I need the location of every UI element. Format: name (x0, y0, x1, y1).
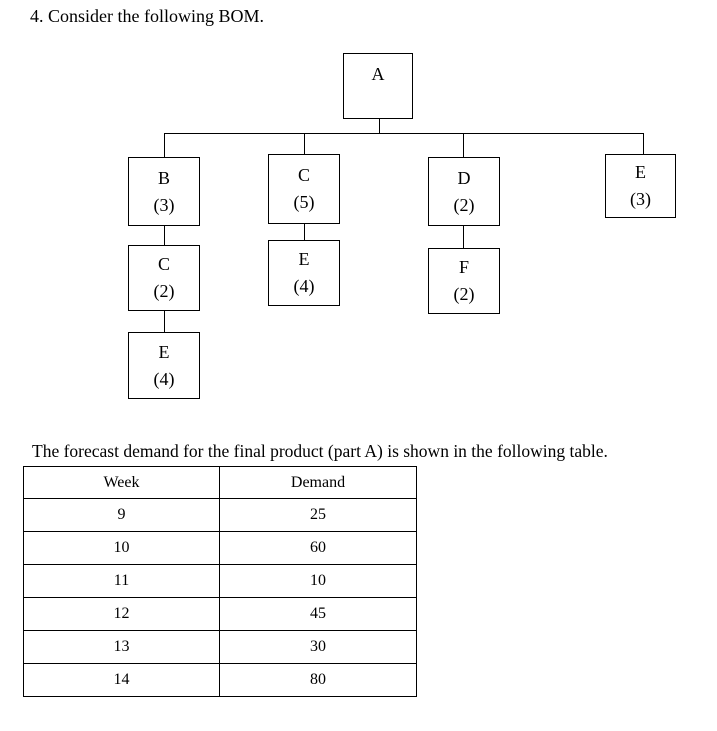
table-row (24, 565, 417, 598)
bom-node-c2 (128, 245, 200, 311)
week-column-header: Week (24, 467, 220, 499)
table-row (24, 499, 417, 532)
connector-b-c (164, 226, 165, 245)
forecast-intro-text: The forecast demand for the final product (part A) is shown in the following table. (32, 441, 608, 461)
table-row (24, 631, 417, 664)
bom-node-e2 (268, 240, 340, 306)
question-heading: 4. Consider the following BOM. (30, 6, 264, 26)
week-cell: 12 (24, 598, 220, 631)
bom-node-f (428, 248, 500, 314)
bom-node-e1-name: E (635, 162, 646, 182)
demand-cell: 45 (220, 598, 417, 631)
bom-node-e2-qty: (4) (293, 276, 315, 296)
bom-node-c1-name: C (297, 165, 310, 185)
table-row (24, 664, 417, 697)
table-row (24, 598, 417, 631)
demand-cell: 80 (220, 664, 417, 697)
table-header-row (24, 467, 417, 499)
demand-table (23, 466, 417, 697)
demand-cell: 25 (220, 499, 417, 532)
demand-column-header: Demand (220, 467, 417, 499)
bom-node-d-name: D (457, 167, 471, 188)
bom-node-e3-qty: (4) (153, 368, 175, 389)
connector-b-drop (164, 133, 165, 157)
bom-node-e3 (128, 332, 200, 399)
connector-d-f (463, 226, 464, 248)
connector-d-drop (463, 133, 464, 157)
bom-node-e2-name: E (298, 249, 310, 269)
connector-level1-bar (164, 133, 644, 134)
bom-node-e1 (605, 154, 676, 218)
bom-node-c2-qty: (2) (153, 281, 175, 301)
demand-cell: 60 (220, 532, 417, 565)
bom-node-b-name: B (157, 167, 170, 188)
bom-node-c1 (268, 154, 340, 224)
table-row (24, 532, 417, 565)
bom-node-d (428, 157, 500, 226)
bom-node-b (128, 157, 200, 226)
bom-node-b-qty: (3) (153, 194, 175, 215)
week-cell: 9 (24, 499, 220, 532)
week-cell: 11 (24, 565, 220, 598)
connector-c2-e (164, 311, 165, 332)
bom-node-f-name: F (458, 257, 469, 277)
connector-c-e (304, 224, 305, 240)
week-cell: 14 (24, 664, 220, 697)
bom-node-e1-qty: (3) (630, 189, 651, 209)
week-cell: 13 (24, 631, 220, 664)
connector-c-drop (304, 133, 305, 154)
bom-node-d-qty: (2) (453, 194, 475, 215)
connector-a-stem (379, 119, 380, 134)
demand-cell: 30 (220, 631, 417, 664)
connector-e-drop (643, 133, 644, 154)
week-cell: 10 (24, 532, 220, 565)
bom-node-c2-name: C (157, 254, 170, 274)
bom-node-e3-name: E (158, 341, 170, 362)
bom-node-a (343, 53, 413, 119)
demand-cell: 10 (220, 565, 417, 598)
bom-node-a-name: A (371, 64, 385, 84)
bom-node-c1-qty: (5) (293, 192, 315, 212)
bom-node-f-qty: (2) (453, 284, 475, 304)
